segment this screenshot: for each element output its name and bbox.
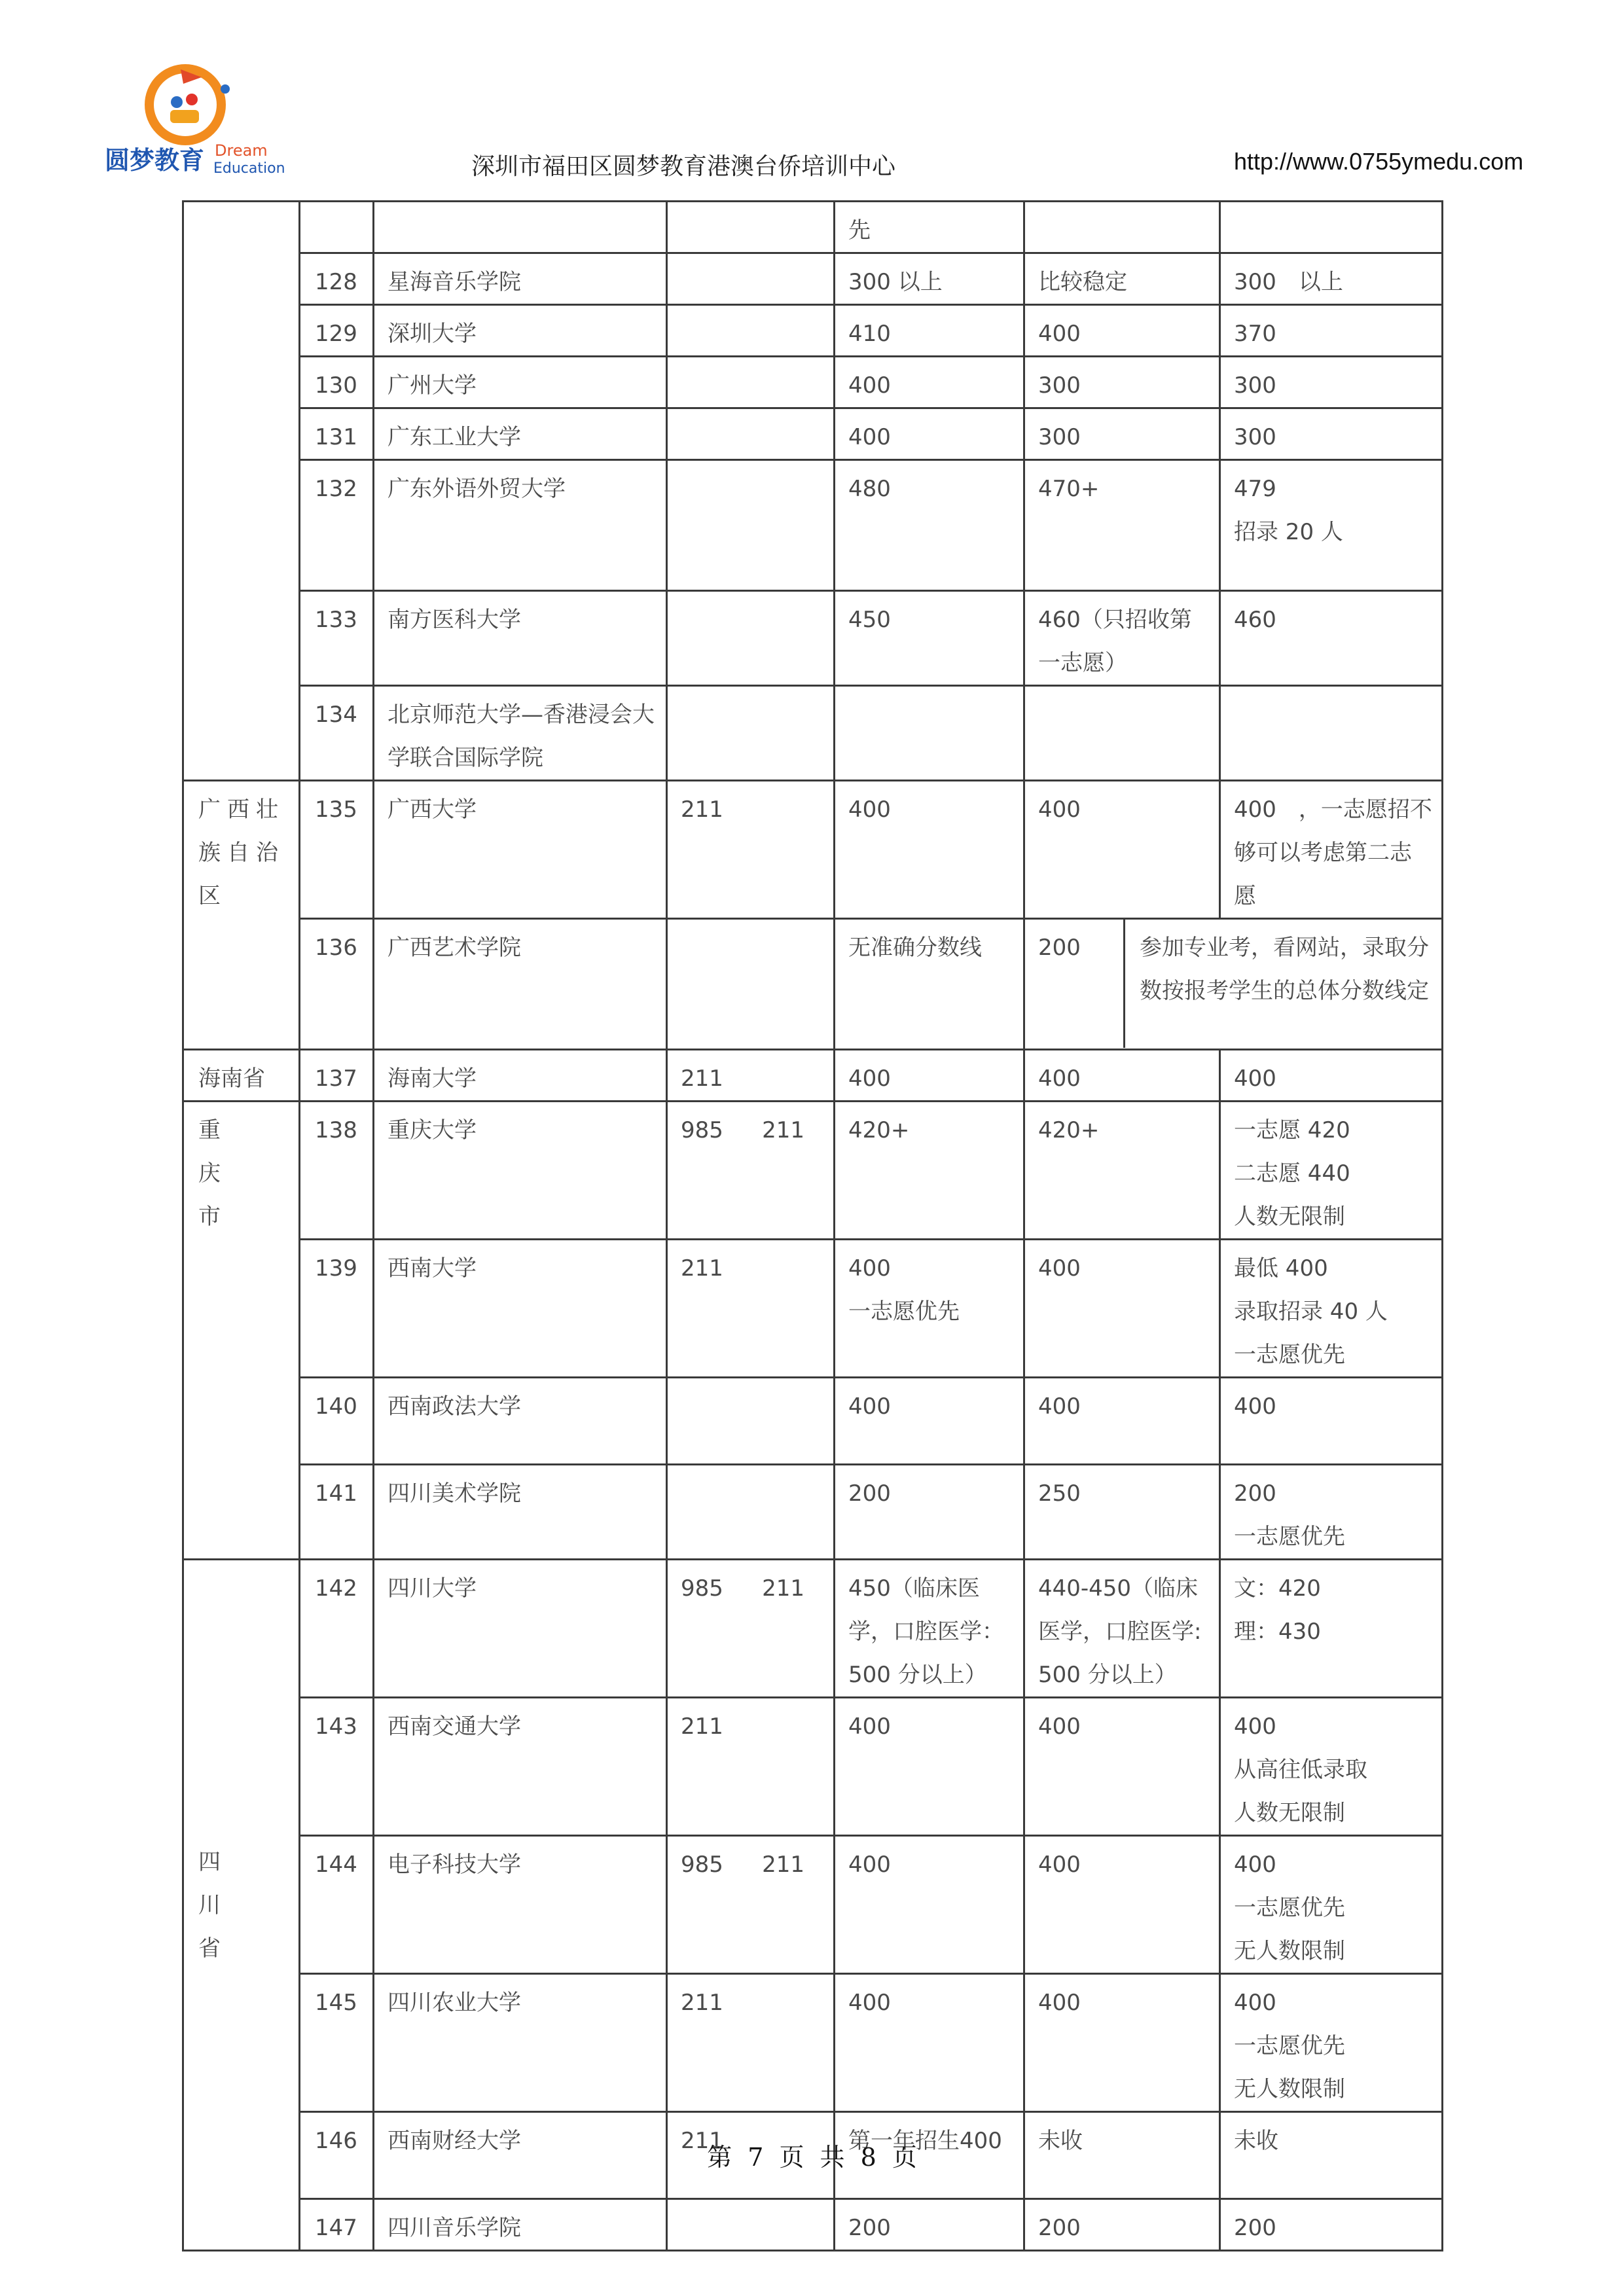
table-row (183, 1974, 1443, 2112)
university-name: 重庆大学 (374, 1102, 667, 1240)
row-number: 140 (300, 1378, 374, 1465)
university-name: 广西大学 (374, 781, 667, 919)
admission-score-table (182, 200, 1443, 2251)
table-row (183, 1240, 1443, 1378)
university-tag: 211 (667, 781, 835, 919)
score-col-3: 400 从高往低录取 人数无限制 (1220, 1698, 1443, 1836)
score-col-1: 300 以上 (835, 253, 1024, 305)
row-number: 135 (300, 781, 374, 919)
score-col-2: 420+ (1024, 1102, 1220, 1240)
score-col-1: 400 一志愿优先 (835, 1240, 1024, 1378)
score-col-1: 400 (835, 408, 1024, 460)
table-row (183, 1050, 1443, 1102)
row-number: 130 (300, 357, 374, 408)
score-col-1: 480 (835, 460, 1024, 591)
svg-text:圆梦教育: 圆梦教育 (105, 146, 205, 175)
university-name: 海南大学 (374, 1050, 667, 1102)
university-name: 星海音乐学院 (374, 253, 667, 305)
university-tag (667, 202, 835, 253)
score-col-2: 460（只招收第一志愿） (1024, 591, 1220, 686)
row-number: 133 (300, 591, 374, 686)
university-tag (667, 408, 835, 460)
svg-text:Dream: Dream (215, 141, 268, 160)
row-number: 139 (300, 1240, 374, 1378)
score-col-2: 400 (1024, 1698, 1220, 1836)
province-cell: 海南省 (183, 1050, 300, 1102)
table-row (183, 1698, 1443, 1836)
table-row (183, 1378, 1443, 1465)
score-col-3: 参加专业考，看网站，录取分数按报考学生的总体分数线定 (1123, 920, 1441, 1048)
score-col-3: 400 ，一志愿招不够可以考虑第二志愿 (1220, 781, 1443, 919)
score-col-1: 200 (835, 1465, 1024, 1560)
university-name: 四川美术学院 (374, 1465, 667, 1560)
score-col-2: 200 (1038, 935, 1081, 961)
score-col-2: 比较稳定 (1024, 253, 1220, 305)
score-col-2: 300 (1024, 408, 1220, 460)
score-col-1 (835, 686, 1024, 781)
university-tag: 211 (667, 1698, 835, 1836)
university-name: 四川农业大学 (374, 1974, 667, 2112)
score-col-2: 400 (1024, 1240, 1220, 1378)
score-col-1: 450（临床医学，口腔医学：500 分以上） (835, 1560, 1024, 1698)
table-row (183, 1465, 1443, 1560)
university-tag (667, 919, 835, 1050)
university-name: 四川音乐学院 (374, 2199, 667, 2251)
row-number: 137 (300, 1050, 374, 1102)
row-number: 146 (300, 2112, 374, 2199)
university-name: 北京师范大学—香港浸会大学联合国际学院 (374, 686, 667, 781)
university-name: 电子科技大学 (374, 1836, 667, 1974)
score-col-2: 470+ (1024, 460, 1220, 591)
table-row (183, 1102, 1443, 1240)
score-col-3: 479 招录 20 人 (1220, 460, 1443, 591)
score-col-2: 400 (1024, 1378, 1220, 1465)
score-col-2: 440-450（临床医学，口腔医学:500 分以上） (1024, 1560, 1220, 1698)
university-name: 四川大学 (374, 1560, 667, 1698)
table-row (183, 781, 1443, 919)
score-col-3: 300 以上 (1220, 253, 1443, 305)
score-col-2: 400 (1024, 305, 1220, 357)
row-number: 138 (300, 1102, 374, 1240)
university-tag (667, 1102, 835, 1240)
university-tag: 211 (667, 1050, 835, 1102)
university-name: 南方医科大学 (374, 591, 667, 686)
score-col-2: 300 (1024, 357, 1220, 408)
score-col-3: 400 一志愿优先 无人数限制 (1220, 1974, 1443, 2112)
row-number (300, 202, 374, 253)
tag-985: 985 (681, 1117, 723, 1143)
table-row (183, 408, 1443, 460)
table-row (183, 919, 1443, 1050)
university-name: 广东外语外贸大学 (374, 460, 667, 591)
score-col-3: 300 (1220, 408, 1443, 460)
score-col-3: 400 一志愿优先 无人数限制 (1220, 1836, 1443, 1974)
university-tag: 211 (667, 2112, 835, 2199)
score-col-1: 无准确分数线 (835, 919, 1024, 1050)
university-tag (667, 305, 835, 357)
table-row (183, 591, 1443, 686)
province-cell: 广西壮族自治区 (183, 781, 300, 1050)
score-col-3: 200 (1220, 2199, 1443, 2251)
row-number: 147 (300, 2199, 374, 2251)
score-col-1: 410 (835, 305, 1024, 357)
university-name: 深圳大学 (374, 305, 667, 357)
province-cell (183, 202, 300, 781)
row-number: 141 (300, 1465, 374, 1560)
row-number: 136 (300, 919, 374, 1050)
score-col-1: 400 (835, 1050, 1024, 1102)
score-col-3: 400 (1220, 1050, 1443, 1102)
university-tag: 211 (667, 1974, 835, 2112)
row-number: 145 (300, 1974, 374, 2112)
score-col-2: 400 (1024, 1836, 1220, 1974)
tag-211: 211 (762, 1575, 804, 1602)
score-col-3: 未收 (1220, 2112, 1443, 2199)
university-tag (667, 253, 835, 305)
header-title: 深圳市福田区圆梦教育港澳台侨培训中心 (471, 153, 896, 180)
score-col-3: 最低 400 录取招录 40 人 一志愿优先 (1220, 1240, 1443, 1378)
row-number: 132 (300, 460, 374, 591)
table-row (183, 686, 1443, 781)
score-col-3: 460 (1220, 591, 1443, 686)
logo-mark (103, 58, 306, 188)
university-name: 广东工业大学 (374, 408, 667, 460)
row-number: 129 (300, 305, 374, 357)
score-col-1: 400 (835, 1974, 1024, 2112)
score-col-1: 400 (835, 1378, 1024, 1465)
table-row (183, 2199, 1443, 2251)
university-tag (667, 686, 835, 781)
table-row (183, 1560, 1443, 1698)
university-name: 广西艺术学院 (374, 919, 667, 1050)
score-col-3 (1220, 202, 1443, 253)
score-col-3: 400 (1220, 1378, 1443, 1465)
page-footer: 第 7 页 共 8 页 (707, 2143, 917, 2172)
score-col-1: 先 (835, 202, 1024, 253)
score-col-3: 一志愿 420 二志愿 440 人数无限制 (1220, 1102, 1443, 1240)
university-tag: 211 (667, 1240, 835, 1378)
score-col-2 (1024, 202, 1220, 253)
province-cell: 重 庆 市 (183, 1102, 300, 1560)
province-cell: 四 川 省 (183, 1560, 300, 2251)
svg-text:Education: Education (213, 160, 285, 177)
score-col-2: 400 (1024, 1974, 1220, 2112)
university-tag (667, 357, 835, 408)
university-tag (667, 1378, 835, 1465)
score-col-1: 200 (835, 2199, 1024, 2251)
university-tag (667, 460, 835, 591)
score-col-1: 400 (835, 1698, 1024, 1836)
row-number: 128 (300, 253, 374, 305)
tag-985: 985 (681, 1575, 723, 1602)
score-col-3: 370 (1220, 305, 1443, 357)
score-col-2: 200 (1024, 2199, 1220, 2251)
university-name: 西南交通大学 (374, 1698, 667, 1836)
score-col-3: 文：420 理：430 (1220, 1560, 1443, 1698)
score-col-2-3-merged (1024, 919, 1443, 1050)
university-tag (667, 1560, 835, 1698)
tag-211: 211 (762, 1852, 804, 1878)
university-name: 西南财经大学 (374, 2112, 667, 2199)
row-number: 143 (300, 1698, 374, 1836)
score-col-1: 420+ (835, 1102, 1024, 1240)
row-number: 144 (300, 1836, 374, 1974)
score-col-2: 400 (1024, 781, 1220, 919)
table-row (183, 460, 1443, 591)
row-number: 134 (300, 686, 374, 781)
score-col-2: 400 (1024, 1050, 1220, 1102)
university-name: 广州大学 (374, 357, 667, 408)
header-url[interactable]: http://www.0755ymedu.com (1234, 148, 1524, 175)
score-col-3: 200 一志愿优先 (1220, 1465, 1443, 1560)
tag-985: 985 (681, 1852, 723, 1878)
university-name: 西南政法大学 (374, 1378, 667, 1465)
score-col-2 (1024, 686, 1220, 781)
row-number: 142 (300, 1560, 374, 1698)
score-col-2: 250 (1024, 1465, 1220, 1560)
university-tag (667, 1465, 835, 1560)
score-col-1: 第一年招生400 (835, 2112, 1024, 2199)
score-col-1: 400 (835, 357, 1024, 408)
score-col-3 (1220, 686, 1443, 781)
score-col-3: 300 (1220, 357, 1443, 408)
university-tag (667, 1836, 835, 1974)
table-row (183, 1836, 1443, 1974)
university-tag (667, 591, 835, 686)
score-col-1: 400 (835, 1836, 1024, 1974)
university-name: 西南大学 (374, 1240, 667, 1378)
table-row (183, 253, 1443, 305)
brand-logo (103, 58, 306, 188)
university-name (374, 202, 667, 253)
table-row (183, 305, 1443, 357)
tag-211: 211 (762, 1117, 804, 1143)
university-tag (667, 2199, 835, 2251)
score-col-2: 未收 (1024, 2112, 1220, 2199)
row-number: 131 (300, 408, 374, 460)
table-row (183, 202, 1443, 253)
score-col-1: 450 (835, 591, 1024, 686)
table-row (183, 357, 1443, 408)
score-col-1: 400 (835, 781, 1024, 919)
